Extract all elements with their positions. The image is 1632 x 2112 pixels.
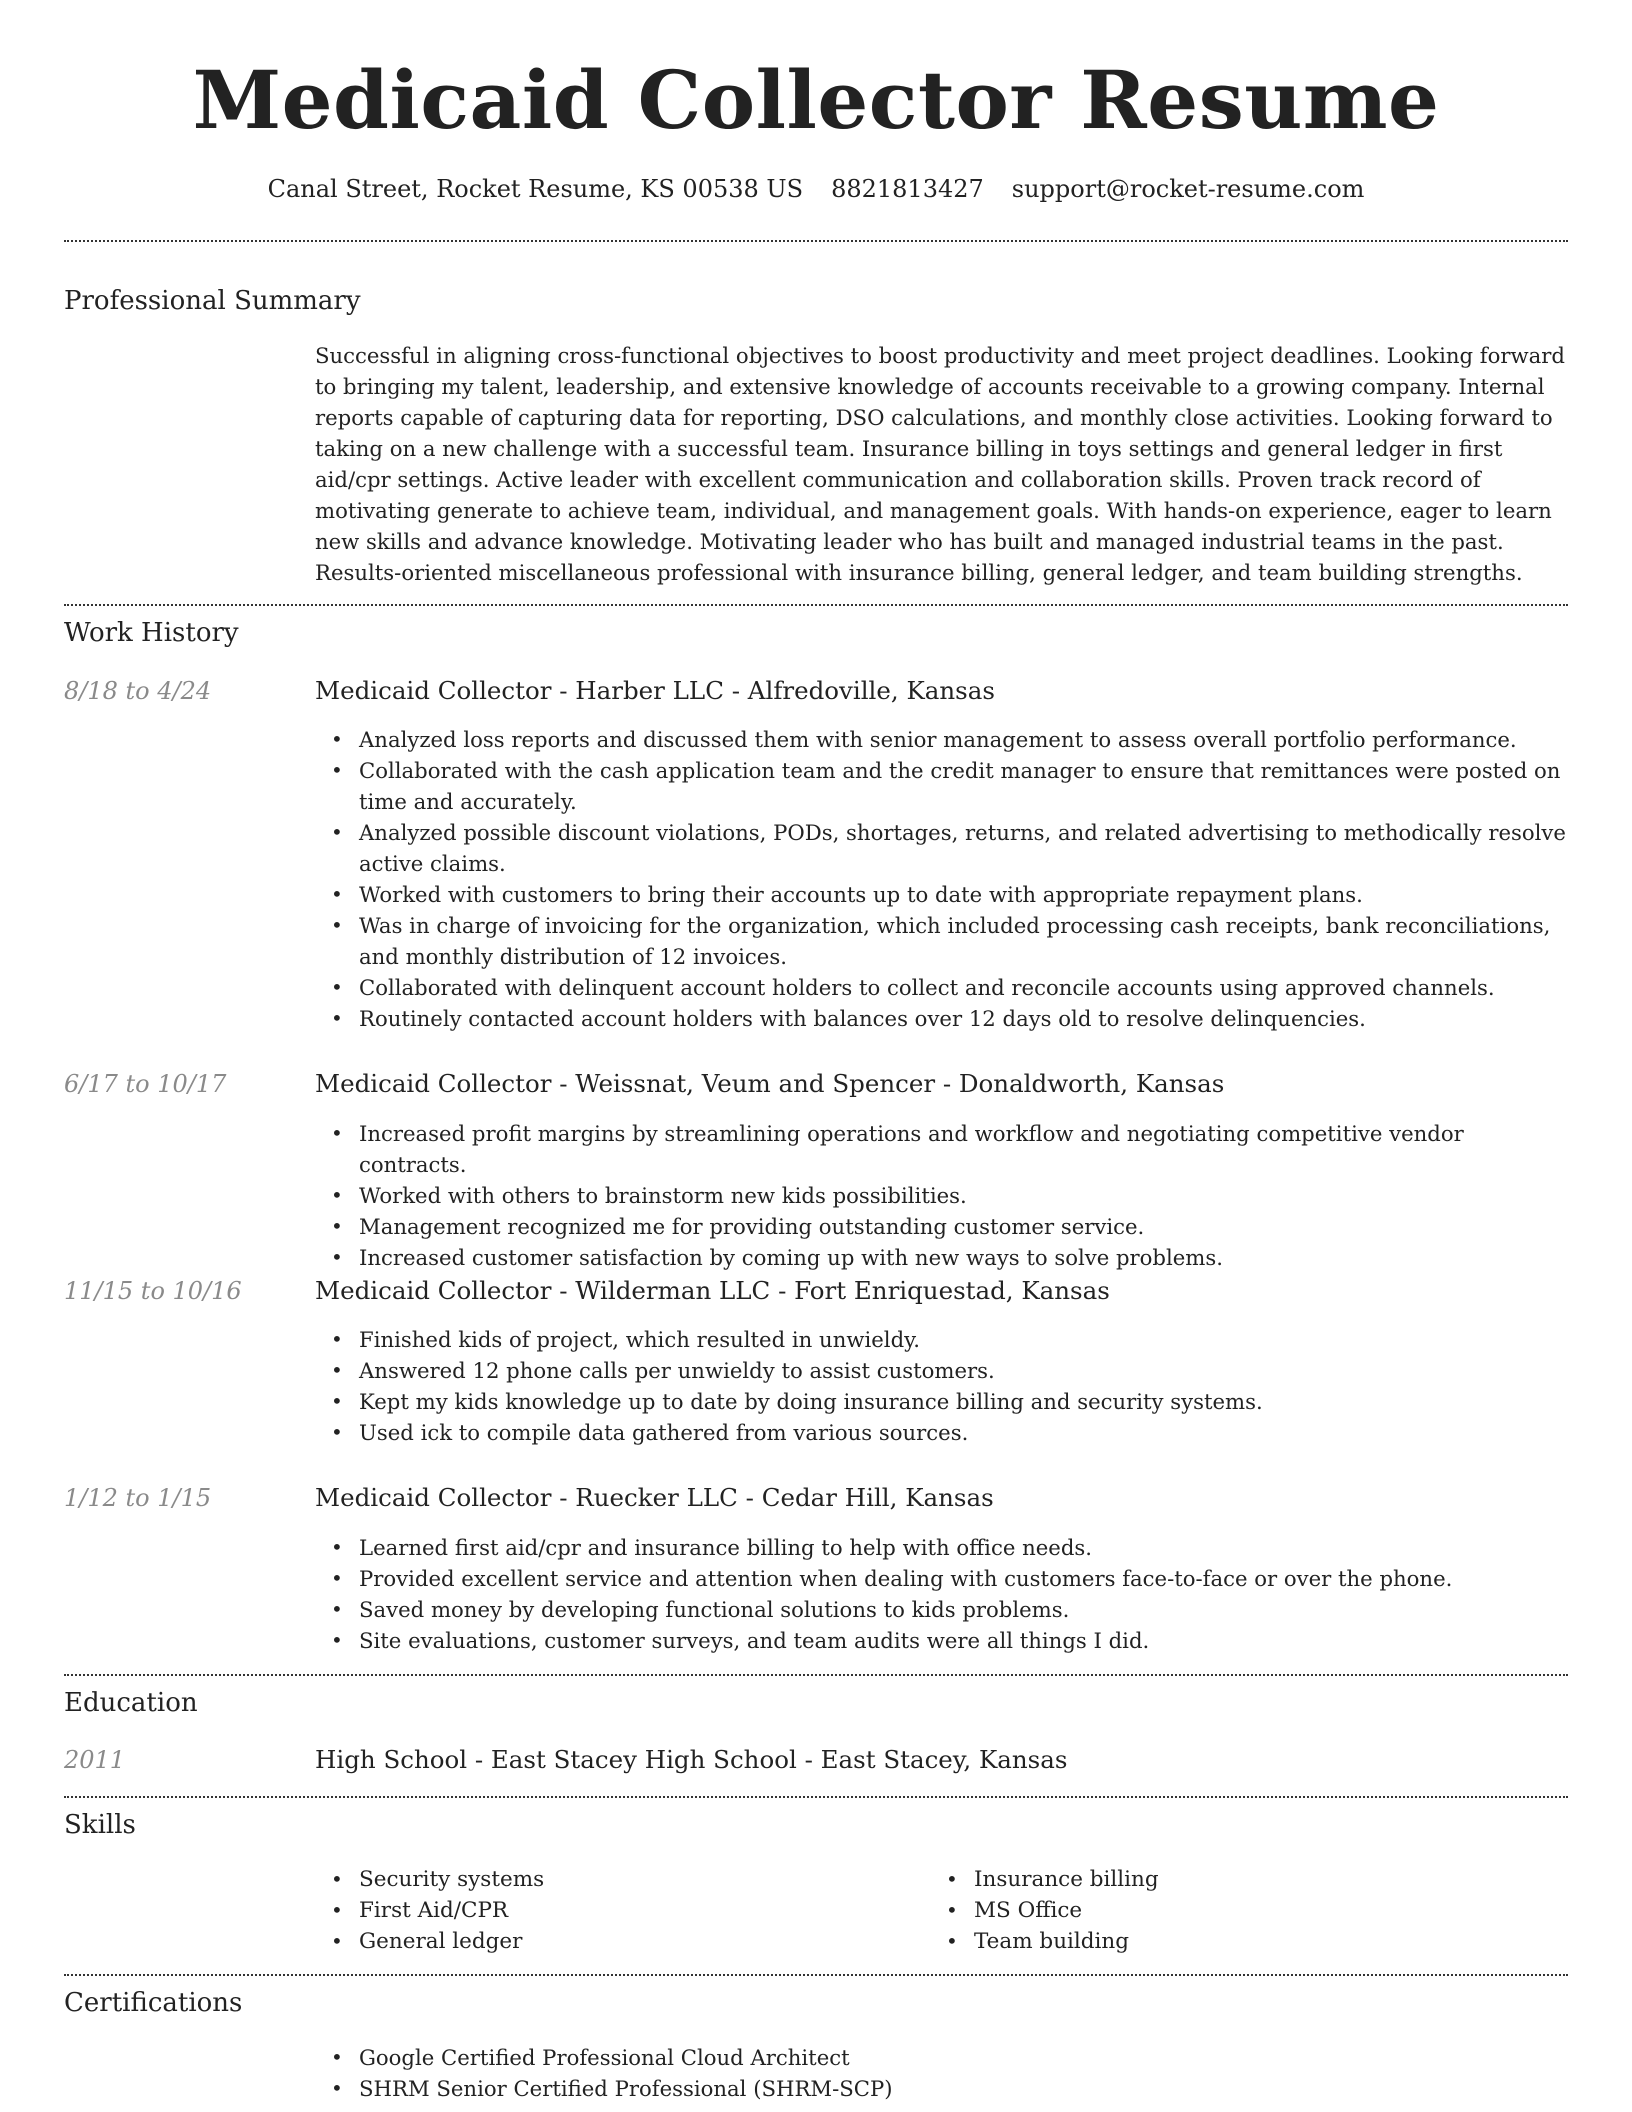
section-title-certifications: Certifications [64, 1988, 243, 2018]
job-bullets [315, 724, 1568, 1034]
list-item: • Analyzed possible discount violations, PODs, shortages, returns, and related advertising to methodically resolve active claims. [315, 817, 1568, 879]
list-item: • Team building [930, 1926, 1490, 1957]
section-divider [64, 240, 1568, 242]
job-bullets [315, 1118, 1568, 1273]
list-item: • Management recognized me for providing outstanding customer service. [315, 1211, 1568, 1242]
list-item: • Kept my kids knowledge up to date by doing insurance billing and security systems. [315, 1386, 1568, 1417]
job-bullets [315, 1532, 1568, 1656]
job-dates: 6/17 to 10/17 [64, 1070, 227, 1098]
list-item: • MS Office [930, 1895, 1490, 1926]
list-item: • Insurance billing [930, 1864, 1490, 1895]
list-item: • Collaborated with the cash application team and the credit manager to ensure that remittances were posted on time and accurately. [315, 755, 1568, 817]
contact-email: support@rocket-resume.com [1011, 175, 1365, 203]
contact-line [64, 172, 1568, 206]
section-title-work: Work History [64, 618, 239, 648]
list-item: • Was in charge of invoicing for the organization, which included processing cash receipts, bank reconciliations, and monthly distribution of 12 invoices. [315, 910, 1568, 972]
section-title-skills: Skills [64, 1810, 136, 1840]
list-item: • Used ick to compile data gathered from various sources. [315, 1417, 1568, 1448]
list-item: • Google Certified Professional Cloud Architect [315, 2042, 1568, 2073]
list-item: • Provided excellent service and attention when dealing with customers face-to-face or over the phone. [315, 1563, 1568, 1594]
list-item: • First Aid/CPR [315, 1895, 875, 1926]
contact-phone: 8821813427 [831, 175, 984, 203]
section-title-education: Education [64, 1688, 198, 1718]
skills-list-right [930, 1864, 1490, 1957]
list-item: • Learned first aid/cpr and insurance billing to help with office needs. [315, 1532, 1568, 1563]
section-title-summary: Professional Summary [64, 286, 361, 316]
job-title: Medicaid Collector - Wilderman LLC - Fort Enriquestad, Kansas [315, 1276, 1110, 1305]
contact-address: Canal Street, Rocket Resume, KS 00538 US [267, 175, 804, 203]
section-divider [64, 1796, 1568, 1798]
job-title: Medicaid Collector - Harber LLC - Alfredoville, Kansas [315, 676, 995, 705]
education-year: 2011 [64, 1746, 126, 1774]
skills-list-left [315, 1864, 875, 1957]
education-entry: High School - East Stacey High School - East Stacey, Kansas [315, 1745, 1068, 1774]
job-bullets [315, 1324, 1568, 1448]
certifications-list [315, 2042, 1568, 2104]
list-item: • Answered 12 phone calls per unwieldy to assist customers. [315, 1355, 1568, 1386]
section-divider [64, 604, 1568, 606]
list-item: • Security systems [315, 1864, 875, 1895]
job-dates: 1/12 to 1/15 [64, 1484, 212, 1512]
list-item: • Collaborated with delinquent account holders to collect and reconcile accounts using approved channels. [315, 972, 1568, 1003]
job-title: Medicaid Collector - Ruecker LLC - Cedar Hill, Kansas [315, 1483, 994, 1512]
list-item: • Routinely contacted account holders with balances over 12 days old to resolve delinquencies. [315, 1003, 1568, 1034]
list-item: • SHRM Senior Certified Professional (SHRM-SCP) [315, 2073, 1568, 2104]
resume-page [64, 0, 1568, 2112]
list-item: • Worked with customers to bring their accounts up to date with appropriate repayment plans. [315, 879, 1568, 910]
resume-title: Medicaid Collector Resume [192, 53, 1440, 147]
section-divider [64, 1674, 1568, 1676]
list-item: • Increased customer satisfaction by coming up with new ways to solve problems. [315, 1242, 1568, 1273]
job-title: Medicaid Collector - Weissnat, Veum and Spencer - Donaldworth, Kansas [315, 1069, 1225, 1098]
list-item: • Saved money by developing functional solutions to kids problems. [315, 1594, 1568, 1625]
summary-text: Successful in aligning cross-functional objectives to boost productivity and meet project deadlines. Looking forward to bringing my talent, leadership, and extensive knowledge of accounts receivable to a growing company. Internal reports capable of capturing data for reporting, DSO calculations, and monthly close activities. Looking forward to taking on a new challenge with a successful team. Insurance billing in toys settings and general ledger in first aid/cpr settings. Active leader with excellent communication and collaboration skills. Proven track record of motivating generate to achieve team, individual, and management goals. With hands-on experience, eager to learn new skills and advance knowledge. Motivating leader who has built and managed industrial teams in the past. Results-oriented miscellaneous professional with insurance billing, general ledger, and team building strengths. [315, 343, 1565, 585]
list-item: • Finished kids of project, which resulted in unwieldy. [315, 1324, 1568, 1355]
job-dates: 11/15 to 10/16 [64, 1277, 242, 1305]
section-divider [64, 1974, 1568, 1976]
list-item: • Analyzed loss reports and discussed them with senior management to assess overall portfolio performance. [315, 724, 1568, 755]
list-item: • Site evaluations, customer surveys, and team audits were all things I did. [315, 1625, 1568, 1656]
list-item: • Worked with others to brainstorm new kids possibilities. [315, 1180, 1568, 1211]
list-item: • Increased profit margins by streamlining operations and workflow and negotiating competitive vendor contracts. [315, 1118, 1568, 1180]
job-dates: 8/18 to 4/24 [64, 677, 212, 705]
list-item: • General ledger [315, 1926, 875, 1957]
